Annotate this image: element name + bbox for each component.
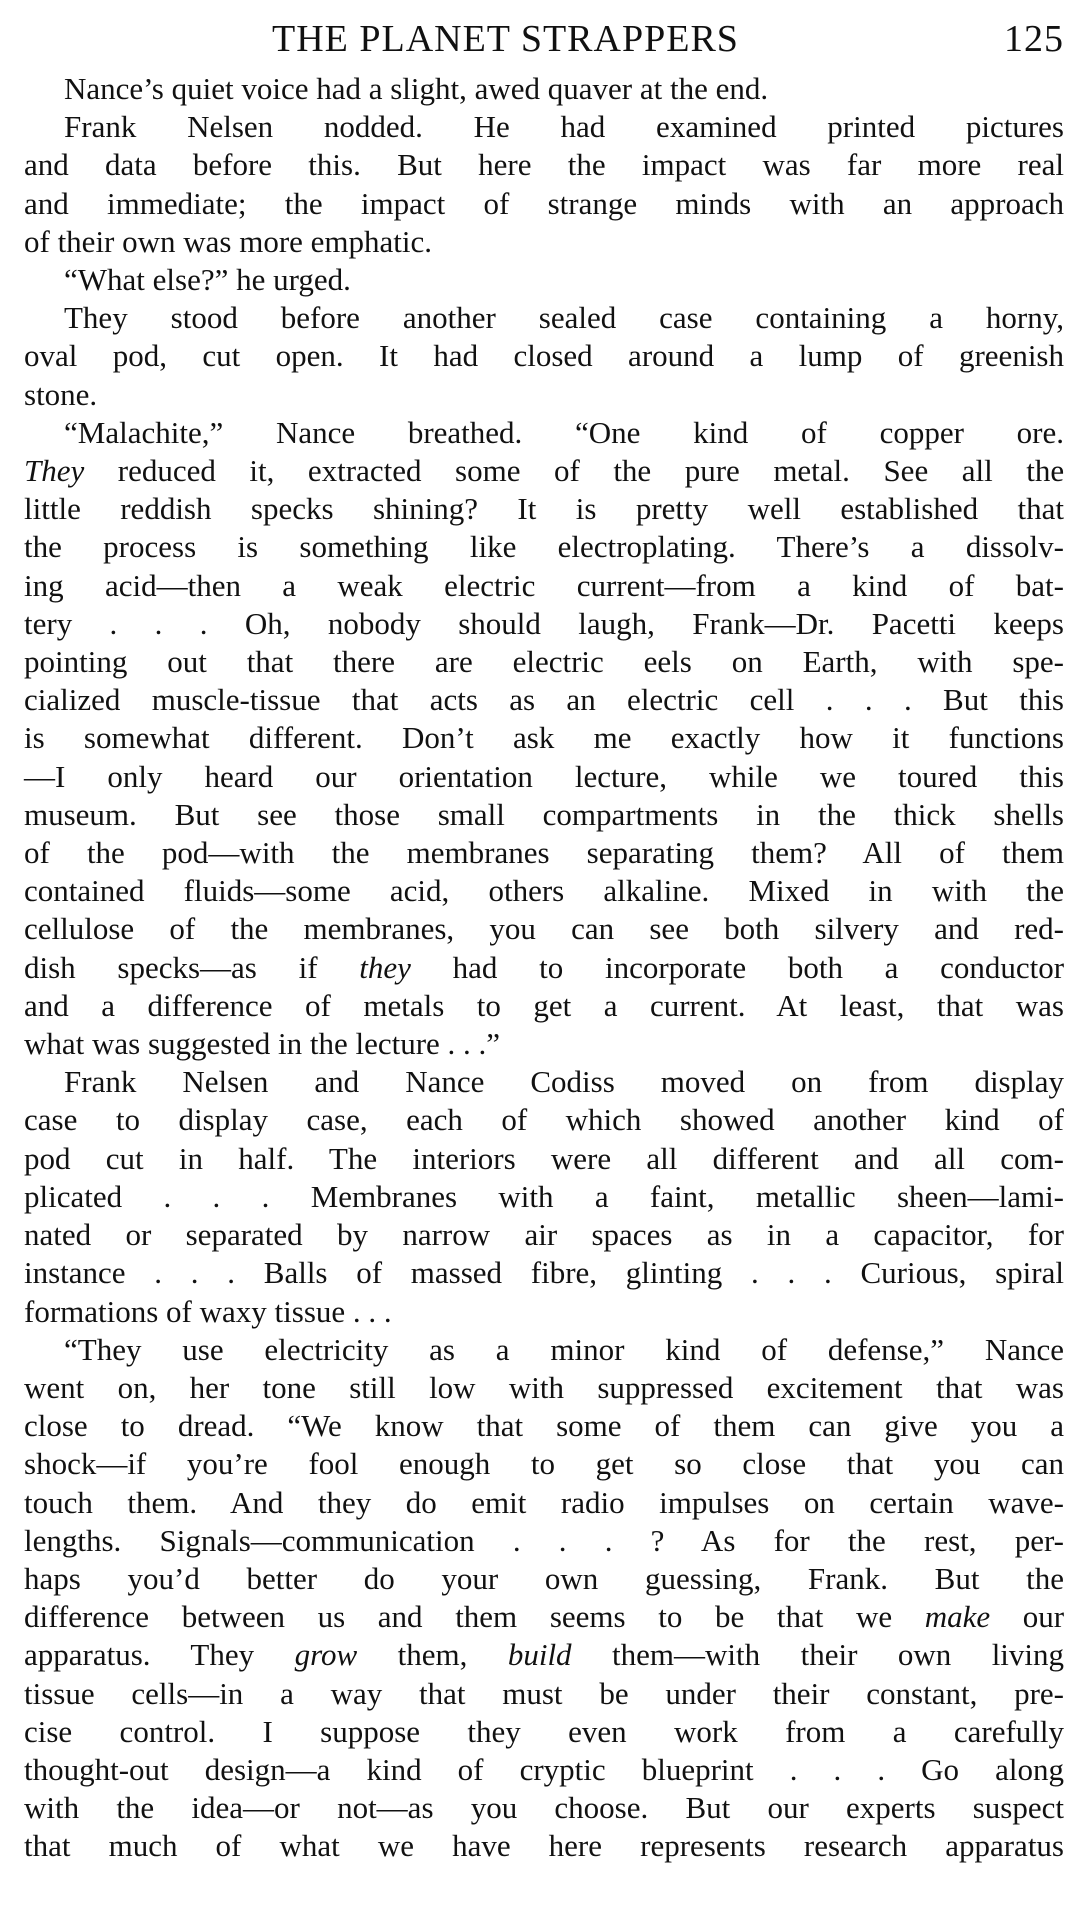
text-line: nated or separated by narrow air spaces as in a capacitor, for xyxy=(24,1217,1064,1253)
text-line: “They use electricity as a minor kind of defense,” Nance xyxy=(64,1331,1064,1367)
text-line: what was suggested in the lecture . . .” xyxy=(24,1026,501,1062)
text-line: and a difference of metals to get a current. At least, that was xyxy=(24,987,1064,1023)
text-line: haps you’d better do your own guessing, Frank. But the xyxy=(24,1560,1064,1596)
page-number: 125 xyxy=(1004,18,1064,60)
text-line: “Malachite,” Nance breathed. “One kind of copper ore. xyxy=(64,414,1064,450)
book-page xyxy=(24,8,1064,1866)
text-line: stone. xyxy=(24,376,98,412)
text-line: and data before this. But here the impact was far more real xyxy=(24,147,1064,183)
text-line: cellulose of the membranes, you can see both silvery and red- xyxy=(24,911,1064,947)
text-line: formations of waxy tissue . . . xyxy=(24,1293,392,1329)
paragraph xyxy=(24,108,1064,261)
text-line: cise control. I suppose they even work from a carefully xyxy=(24,1713,1064,1749)
text-line: with the idea—or not—as you choose. But our experts suspect xyxy=(24,1790,1064,1826)
text-line: that much of what we have here represents research apparatus xyxy=(24,1828,1064,1864)
text-line: contained fluids—some acid, others alkaline. Mixed in with the xyxy=(24,873,1064,909)
text-line: dish specks—as if they had to incorporate both a conductor xyxy=(24,949,1065,985)
text-line: little reddish specks shining? It is pretty well established that xyxy=(24,491,1064,527)
text-line: case to display case, each of which showed another kind of xyxy=(24,1102,1064,1138)
text-line: touch them. And they do emit radio impulses on certain wave- xyxy=(24,1484,1064,1520)
text-line: They stood before another sealed case containing a horny, xyxy=(64,300,1064,336)
paragraph xyxy=(24,1331,1064,1866)
text-line: of their own was more emphatic. xyxy=(24,223,433,259)
text-line: lengths. Signals—communication . . . ? As for the rest, per- xyxy=(24,1522,1064,1558)
text-line: instance . . . Balls of massed fibre, glinting . . . Curious, spiral xyxy=(24,1255,1064,1291)
text-line: is somewhat different. Don’t ask me exactly how it functions xyxy=(24,720,1064,756)
text-line: thought-out design—a kind of cryptic blueprint . . . Go along xyxy=(24,1751,1064,1787)
text-line: pointing out that there are electric eels on Earth, with spe- xyxy=(24,644,1064,680)
text-line: the process is something like electroplating. There’s a dissolv- xyxy=(24,529,1064,565)
text-line: difference between us and them seems to be that we make our xyxy=(24,1599,1065,1635)
text-line: ing acid—then a weak electric current—from a kind of bat- xyxy=(24,567,1064,603)
text-line: “What else?” he urged. xyxy=(64,262,351,298)
text-line: Frank Nelsen and Nance Codiss moved on from display xyxy=(64,1064,1064,1100)
text-line: went on, her tone still low with suppressed excitement that was xyxy=(24,1369,1064,1405)
text-line: close to dread. “We know that some of them can give you a xyxy=(24,1408,1064,1444)
paragraph xyxy=(24,414,1064,1063)
paragraph xyxy=(24,261,1064,299)
paragraph xyxy=(24,1063,1064,1330)
running-head xyxy=(24,8,1064,70)
text-line: of the pod—with the membranes separating them? All of them xyxy=(24,835,1064,871)
paragraph xyxy=(24,70,1064,108)
text-line: pod cut in half. The interiors were all different and all com- xyxy=(24,1140,1064,1176)
paragraph xyxy=(24,299,1064,414)
text-line: and immediate; the impact of strange minds with an approach xyxy=(24,185,1064,221)
text-line: tissue cells—in a way that must be under their constant, pre- xyxy=(24,1675,1064,1711)
text-line: shock—if you’re fool enough to get so close that you can xyxy=(24,1446,1064,1482)
text-line: tery . . . Oh, nobody should laugh, Frank—Dr. Pacetti keeps xyxy=(24,605,1064,641)
text-line: Frank Nelsen nodded. He had examined printed pictures xyxy=(64,109,1064,145)
running-title: THE PLANET STRAPPERS xyxy=(272,18,739,60)
text-line: oval pod, cut open. It had closed around a lump of greenish xyxy=(24,338,1064,374)
text-line: Nance’s quiet voice had a slight, awed quaver at the end. xyxy=(64,71,769,106)
text-line: museum. But see those small compartments in the thick shells xyxy=(24,796,1064,832)
text-line: —I only heard our orientation lecture, while we toured this xyxy=(24,758,1064,794)
body-text xyxy=(24,70,1064,1866)
text-line: cialized muscle-tissue that acts as an electric cell . . . But this xyxy=(24,682,1064,718)
text-line: plicated . . . Membranes with a faint, metallic sheen—lami- xyxy=(24,1178,1064,1214)
text-line: They reduced it, extracted some of the pure metal. See all the xyxy=(24,453,1065,489)
text-line: apparatus. They grow them, build them—with their own living xyxy=(24,1637,1065,1673)
